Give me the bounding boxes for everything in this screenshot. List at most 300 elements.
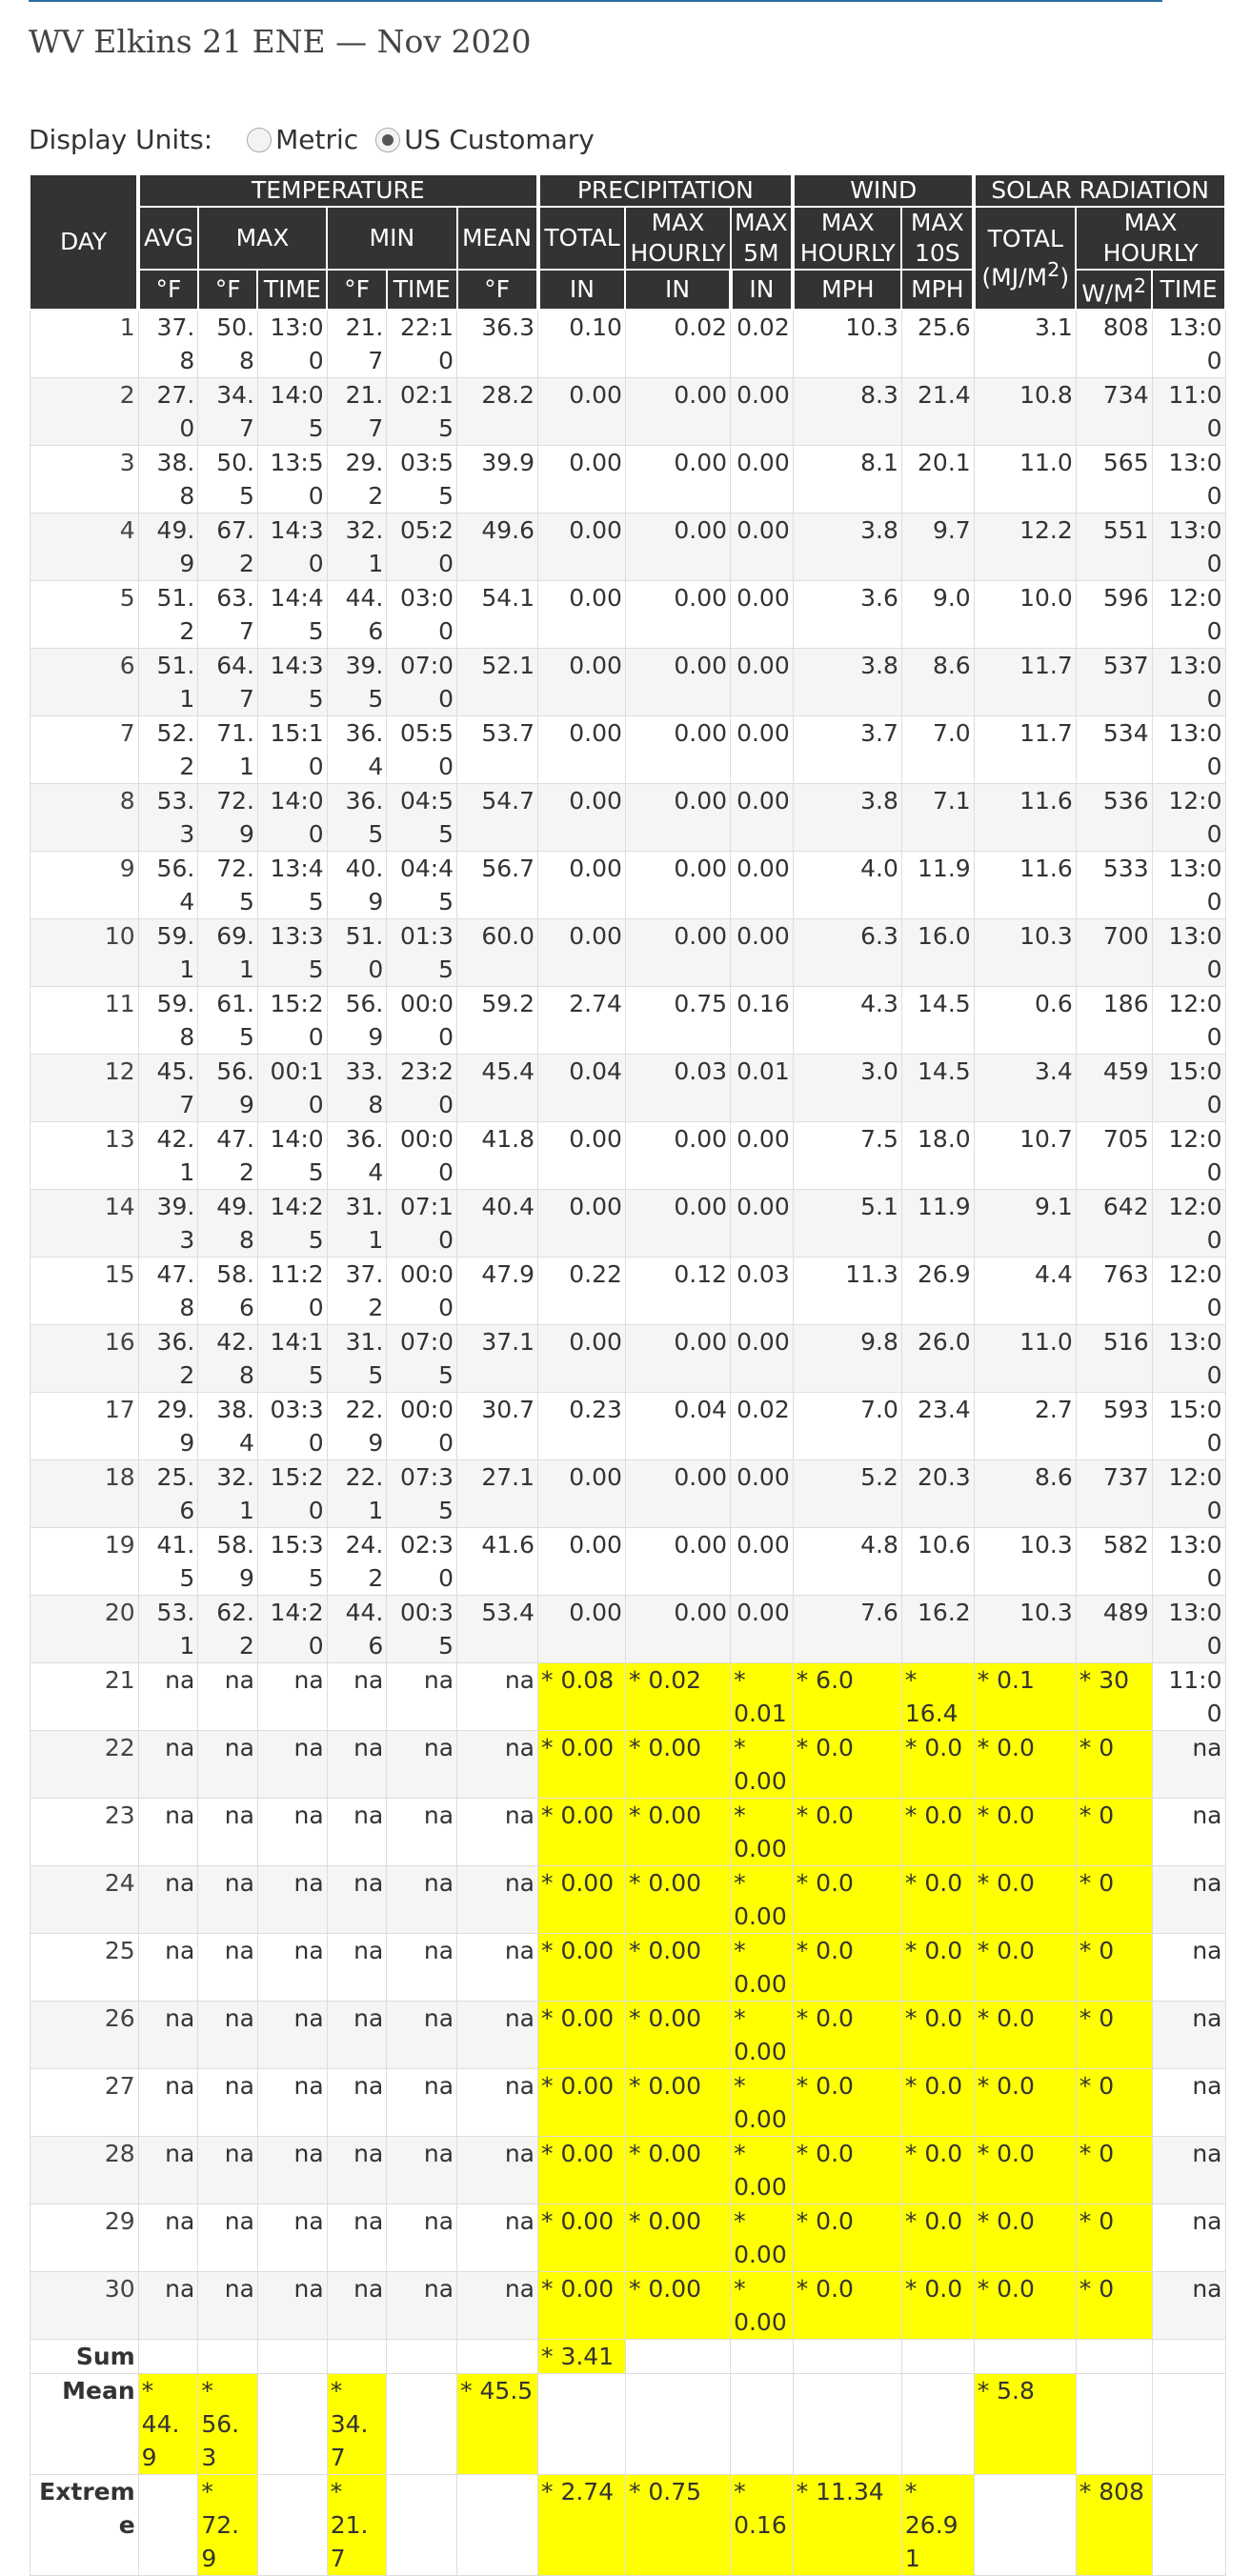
data-cell: 14.5 xyxy=(901,987,974,1055)
data-cell: 13:00 xyxy=(1152,1325,1225,1393)
data-cell: 0.00 xyxy=(625,649,730,716)
data-cell: * 0.00 xyxy=(625,2272,730,2340)
unit-header: TIME xyxy=(387,270,457,310)
data-cell: * 0.0 xyxy=(901,1731,974,1799)
data-cell: * 0.0 xyxy=(793,2272,901,2340)
us-customary-radio[interactable] xyxy=(375,128,400,152)
summary-cell: * 2.74 xyxy=(538,2475,626,2576)
data-cell: na xyxy=(198,1731,258,1799)
data-cell: 9.0 xyxy=(901,581,974,649)
data-cell: * 0.0 xyxy=(974,2069,1076,2137)
data-cell: * 0.0 xyxy=(793,2137,901,2204)
unit-header: $W/M^2$ xyxy=(1076,270,1152,310)
data-cell: * 6.0 xyxy=(793,1663,901,1731)
data-cell: 2.7 xyxy=(974,1393,1076,1460)
data-cell: na xyxy=(138,1731,198,1799)
data-cell: * 0.00 xyxy=(625,1799,730,1866)
data-cell: 0.00 xyxy=(625,1122,730,1190)
day-cell: 22 xyxy=(30,1731,138,1799)
table-row xyxy=(30,2204,1225,2272)
data-cell: * 0.0 xyxy=(793,2002,901,2069)
data-cell: 41.6 xyxy=(457,1528,538,1596)
data-cell: * 0.0 xyxy=(793,1866,901,1934)
header-solar-total: TOTAL $(MJ/M^2)$ xyxy=(974,207,1076,310)
data-cell: * 0.00 xyxy=(625,2204,730,2272)
data-cell: na xyxy=(1152,2002,1225,2069)
day-cell: 5 xyxy=(30,581,138,649)
data-cell: 36.2 xyxy=(138,1325,198,1393)
data-cell: 0.16 xyxy=(731,987,794,1055)
table-row xyxy=(30,1190,1225,1258)
data-cell: 21.7 xyxy=(327,310,387,378)
table-row xyxy=(30,1325,1225,1393)
data-cell: 0.03 xyxy=(731,1258,794,1325)
day-cell: 28 xyxy=(30,2137,138,2204)
data-cell: 9.1 xyxy=(974,1190,1076,1258)
summary-cell: * 56.3 xyxy=(198,2374,258,2475)
us-customary-label[interactable]: US Customary xyxy=(404,124,595,155)
data-cell: 565 xyxy=(1076,446,1152,513)
data-cell: 0.00 xyxy=(625,513,730,581)
summary-cell xyxy=(138,2340,198,2374)
data-cell: na xyxy=(198,2002,258,2069)
day-cell: 23 xyxy=(30,1799,138,1866)
data-cell: na xyxy=(457,2272,538,2340)
data-cell: 44.6 xyxy=(327,581,387,649)
unit-header: MPH xyxy=(901,270,974,310)
page-title: WV Elkins 21 ENE — Nov 2020 xyxy=(29,23,532,60)
summary-row xyxy=(30,2475,1225,2576)
summary-cell: * 11.34 xyxy=(793,2475,901,2576)
day-cell: 1 xyxy=(30,310,138,378)
data-cell: 40.4 xyxy=(457,1190,538,1258)
summary-label: Sum xyxy=(30,2340,138,2374)
data-cell: na xyxy=(257,1866,327,1934)
table-row xyxy=(30,1731,1225,1799)
data-cell: 20.3 xyxy=(901,1460,974,1528)
data-cell: na xyxy=(257,1934,327,2002)
data-cell: 11:00 xyxy=(1152,1663,1225,1731)
data-cell: 36.5 xyxy=(327,784,387,852)
summary-cell xyxy=(793,2374,901,2475)
data-cell: 53.1 xyxy=(138,1596,198,1663)
data-cell: 8.6 xyxy=(901,649,974,716)
summary-cell xyxy=(1152,2340,1225,2374)
data-cell: 51.2 xyxy=(138,581,198,649)
summary-cell xyxy=(731,2340,794,2374)
day-cell: 18 xyxy=(30,1460,138,1528)
metric-option[interactable] xyxy=(247,124,358,155)
data-cell: * 0.00 xyxy=(731,2204,794,2272)
data-cell: 60.0 xyxy=(457,919,538,987)
data-cell: 0.00 xyxy=(625,784,730,852)
data-cell: 763 xyxy=(1076,1258,1152,1325)
data-cell: * 0.0 xyxy=(901,1799,974,1866)
day-cell: 14 xyxy=(30,1190,138,1258)
data-cell: 14.5 xyxy=(901,1055,974,1122)
data-cell: 40.9 xyxy=(327,852,387,919)
table-row xyxy=(30,1528,1225,1596)
data-cell: 459 xyxy=(1076,1055,1152,1122)
data-cell: na xyxy=(387,1663,457,1731)
data-cell: * 0.00 xyxy=(625,2069,730,2137)
data-cell: 03:00 xyxy=(387,581,457,649)
day-cell: 30 xyxy=(30,2272,138,2340)
data-cell: 14:35 xyxy=(257,649,327,716)
data-cell: na xyxy=(138,1663,198,1731)
summary-cell xyxy=(257,2340,327,2374)
day-cell: 3 xyxy=(30,446,138,513)
data-cell: 03:55 xyxy=(387,446,457,513)
data-cell: 0.00 xyxy=(731,378,794,446)
data-cell: 0.00 xyxy=(731,649,794,716)
data-cell: 0.00 xyxy=(731,581,794,649)
unit-header: MPH xyxy=(793,270,901,310)
data-cell: * 0.00 xyxy=(625,1731,730,1799)
summary-cell: * 5.8 xyxy=(974,2374,1076,2475)
display-units-label: Display Units: xyxy=(29,124,213,155)
table-row xyxy=(30,1393,1225,1460)
day-cell: 6 xyxy=(30,649,138,716)
data-cell: 0.00 xyxy=(625,1596,730,1663)
data-cell: * 0.0 xyxy=(974,2204,1076,2272)
data-cell: 10.3 xyxy=(974,1596,1076,1663)
data-cell: * 0.08 xyxy=(538,1663,626,1731)
data-cell: 536 xyxy=(1076,784,1152,852)
data-cell: 16.0 xyxy=(901,919,974,987)
data-cell: 00:00 xyxy=(387,987,457,1055)
day-cell: 7 xyxy=(30,716,138,784)
data-cell: 551 xyxy=(1076,513,1152,581)
data-cell: na xyxy=(138,1799,198,1866)
display-units-selector xyxy=(29,124,612,155)
data-cell: * 0.00 xyxy=(731,2069,794,2137)
data-cell: * 0.00 xyxy=(538,1799,626,1866)
data-cell: 7.5 xyxy=(793,1122,901,1190)
data-cell: 39.9 xyxy=(457,446,538,513)
data-cell: na xyxy=(387,2069,457,2137)
data-cell: 58.9 xyxy=(198,1528,258,1596)
data-cell: 3.7 xyxy=(793,716,901,784)
summary-cell xyxy=(257,2374,327,2475)
data-cell: na xyxy=(138,2272,198,2340)
data-cell: na xyxy=(257,2137,327,2204)
data-cell: na xyxy=(327,2069,387,2137)
data-cell: na xyxy=(257,1663,327,1731)
table-row xyxy=(30,1799,1225,1866)
metric-label[interactable]: Metric xyxy=(275,124,359,155)
data-cell: 12:00 xyxy=(1152,1258,1225,1325)
data-cell: 642 xyxy=(1076,1190,1152,1258)
summary-cell xyxy=(387,2340,457,2374)
data-cell: * 0.0 xyxy=(793,1731,901,1799)
data-cell: 0.04 xyxy=(538,1055,626,1122)
data-cell: * 0.00 xyxy=(538,2272,626,2340)
data-cell: 53.3 xyxy=(138,784,198,852)
data-cell: 7.0 xyxy=(793,1393,901,1460)
data-cell: 15:00 xyxy=(1152,1055,1225,1122)
data-cell: * 0.00 xyxy=(538,1934,626,2002)
table-row xyxy=(30,852,1225,919)
summary-cell xyxy=(901,2340,974,2374)
data-cell: 13:00 xyxy=(1152,649,1225,716)
data-cell: na xyxy=(387,2002,457,2069)
summary-cell: * 34.7 xyxy=(327,2374,387,2475)
data-cell: 61.5 xyxy=(198,987,258,1055)
data-cell: 21.4 xyxy=(901,378,974,446)
data-cell: 37.8 xyxy=(138,310,198,378)
data-cell: 67.2 xyxy=(198,513,258,581)
data-cell: 00:10 xyxy=(257,1055,327,1122)
data-cell: 12:00 xyxy=(1152,1122,1225,1190)
summary-cell: * 45.5 xyxy=(457,2374,538,2475)
table-row xyxy=(30,1055,1225,1122)
data-cell: na xyxy=(138,1866,198,1934)
data-cell: na xyxy=(138,2069,198,2137)
data-cell: 50.8 xyxy=(198,310,258,378)
us-customary-option[interactable] xyxy=(375,124,595,155)
table-row xyxy=(30,581,1225,649)
data-cell: 0.22 xyxy=(538,1258,626,1325)
data-cell: 13:00 xyxy=(1152,919,1225,987)
data-cell: 0.00 xyxy=(731,446,794,513)
header-solar-radiation: SOLAR RADIATION xyxy=(974,174,1225,207)
data-cell: 29.2 xyxy=(327,446,387,513)
data-cell: * 0.00 xyxy=(731,2002,794,2069)
data-cell: 72.9 xyxy=(198,784,258,852)
summary-cell xyxy=(793,2340,901,2374)
data-cell: 59.1 xyxy=(138,919,198,987)
data-cell: 13:00 xyxy=(1152,513,1225,581)
data-cell: 24.2 xyxy=(327,1528,387,1596)
data-cell: 32.1 xyxy=(327,513,387,581)
data-cell: 737 xyxy=(1076,1460,1152,1528)
data-cell: na xyxy=(457,1866,538,1934)
summary-cell xyxy=(138,2475,198,2576)
data-cell: na xyxy=(387,2137,457,2204)
table-row xyxy=(30,2272,1225,2340)
data-cell: na xyxy=(138,2204,198,2272)
data-cell: * 0.00 xyxy=(731,2272,794,2340)
data-cell: na xyxy=(327,2137,387,2204)
data-cell: na xyxy=(387,1934,457,2002)
data-cell: 489 xyxy=(1076,1596,1152,1663)
data-cell: 0.02 xyxy=(625,310,730,378)
data-cell: 28.2 xyxy=(457,378,538,446)
data-cell: 12:00 xyxy=(1152,784,1225,852)
data-cell: na xyxy=(1152,1799,1225,1866)
data-cell: 10.6 xyxy=(901,1528,974,1596)
data-cell: * 0.0 xyxy=(974,2272,1076,2340)
data-cell: 11.9 xyxy=(901,1190,974,1258)
table-row xyxy=(30,1934,1225,2002)
data-cell: 0.00 xyxy=(731,1122,794,1190)
data-cell: 31.1 xyxy=(327,1190,387,1258)
data-cell: 13:00 xyxy=(1152,1596,1225,1663)
data-cell: 7.0 xyxy=(901,716,974,784)
data-cell: 0.00 xyxy=(538,378,626,446)
data-cell: 0.00 xyxy=(625,446,730,513)
data-cell: 3.0 xyxy=(793,1055,901,1122)
summary-cell xyxy=(974,2475,1076,2576)
header-temp-max: MAX xyxy=(198,207,327,270)
data-cell: * 0.0 xyxy=(901,1934,974,2002)
data-cell: na xyxy=(198,2204,258,2272)
day-cell: 15 xyxy=(30,1258,138,1325)
header-solar-max-hourly: MAX HOURLY xyxy=(1076,207,1225,270)
data-cell: 9.7 xyxy=(901,513,974,581)
data-cell: 03:30 xyxy=(257,1393,327,1460)
data-cell: * 0.00 xyxy=(731,1799,794,1866)
day-cell: 25 xyxy=(30,1934,138,2002)
table-row xyxy=(30,1122,1225,1190)
summary-label: Extreme xyxy=(30,2475,138,2576)
data-cell: 39.3 xyxy=(138,1190,198,1258)
data-cell: 537 xyxy=(1076,649,1152,716)
data-cell: * 0 xyxy=(1076,1731,1152,1799)
data-cell: 0.23 xyxy=(538,1393,626,1460)
data-cell: 44.6 xyxy=(327,1596,387,1663)
data-cell: 15:20 xyxy=(257,987,327,1055)
data-cell: 42.8 xyxy=(198,1325,258,1393)
summary-cell xyxy=(198,2340,258,2374)
data-cell: 0.00 xyxy=(731,716,794,784)
data-cell: 14:05 xyxy=(257,378,327,446)
data-cell: 4.8 xyxy=(793,1528,901,1596)
data-cell: 13:00 xyxy=(1152,310,1225,378)
table-row xyxy=(30,2137,1225,2204)
data-cell: 12:00 xyxy=(1152,1190,1225,1258)
data-cell: 0.75 xyxy=(625,987,730,1055)
table-row xyxy=(30,310,1225,378)
data-cell: * 0.0 xyxy=(793,1799,901,1866)
data-cell: 8.3 xyxy=(793,378,901,446)
data-cell: 14:15 xyxy=(257,1325,327,1393)
data-cell: * 30 xyxy=(1076,1663,1152,1731)
data-cell: * 0.0 xyxy=(793,2069,901,2137)
data-cell: na xyxy=(138,2137,198,2204)
header-precip-max-5m: MAX 5M xyxy=(731,207,794,270)
data-cell: 0.00 xyxy=(538,919,626,987)
data-cell: 47.2 xyxy=(198,1122,258,1190)
summary-cell xyxy=(625,2340,730,2374)
data-cell: 0.00 xyxy=(625,581,730,649)
data-cell: 53.4 xyxy=(457,1596,538,1663)
data-cell: 12:00 xyxy=(1152,1460,1225,1528)
data-cell: 10.8 xyxy=(974,378,1076,446)
summary-cell xyxy=(731,2374,794,2475)
data-cell: na xyxy=(257,2069,327,2137)
data-cell: * 0 xyxy=(1076,1799,1152,1866)
data-cell: na xyxy=(198,2137,258,2204)
data-cell: 12:00 xyxy=(1152,987,1225,1055)
unit-header: TIME xyxy=(1152,270,1225,310)
data-cell: * 0 xyxy=(1076,1866,1152,1934)
data-cell: na xyxy=(198,1934,258,2002)
data-cell: 47.9 xyxy=(457,1258,538,1325)
data-cell: 62.2 xyxy=(198,1596,258,1663)
data-cell: na xyxy=(257,2204,327,2272)
data-cell: 14:30 xyxy=(257,513,327,581)
data-cell: 596 xyxy=(1076,581,1152,649)
data-cell: 0.00 xyxy=(731,784,794,852)
data-cell: 11.6 xyxy=(974,852,1076,919)
data-cell: 0.00 xyxy=(538,1528,626,1596)
data-cell: na xyxy=(257,1731,327,1799)
summary-cell: * 3.41 xyxy=(538,2340,626,2374)
data-cell: 4.4 xyxy=(974,1258,1076,1325)
summary-cell xyxy=(974,2340,1076,2374)
data-cell: na xyxy=(198,1866,258,1934)
data-cell: 22:10 xyxy=(387,310,457,378)
data-cell: 3.8 xyxy=(793,513,901,581)
summary-row xyxy=(30,2374,1225,2475)
data-cell: 58.6 xyxy=(198,1258,258,1325)
summary-label: Mean xyxy=(30,2374,138,2475)
data-cell: 05:20 xyxy=(387,513,457,581)
top-border xyxy=(29,0,1162,2)
summary-cell xyxy=(625,2374,730,2475)
data-cell: * 0.0 xyxy=(974,1731,1076,1799)
data-cell: * 0.00 xyxy=(625,1866,730,1934)
unit-header: °F xyxy=(457,270,538,310)
data-cell: 25.6 xyxy=(138,1460,198,1528)
data-cell: * 0.00 xyxy=(538,1731,626,1799)
day-cell: 17 xyxy=(30,1393,138,1460)
data-cell: 00:00 xyxy=(387,1122,457,1190)
table-row xyxy=(30,2002,1225,2069)
summary-cell: * 21.7 xyxy=(327,2475,387,2576)
day-cell: 8 xyxy=(30,784,138,852)
data-cell: 42.1 xyxy=(138,1122,198,1190)
summary-cell xyxy=(1076,2374,1152,2475)
data-cell: 0.00 xyxy=(731,1528,794,1596)
data-cell: * 0.0 xyxy=(793,1934,901,2002)
data-cell: 0.02 xyxy=(731,310,794,378)
data-cell: na xyxy=(327,1866,387,1934)
day-cell: 29 xyxy=(30,2204,138,2272)
data-cell: 30.7 xyxy=(457,1393,538,1460)
data-cell: na xyxy=(257,2272,327,2340)
data-cell: 10.3 xyxy=(974,919,1076,987)
data-cell: 41.8 xyxy=(457,1122,538,1190)
data-cell: * 0.00 xyxy=(625,1934,730,2002)
day-cell: 9 xyxy=(30,852,138,919)
data-cell: na xyxy=(387,2204,457,2272)
data-cell: 4.0 xyxy=(793,852,901,919)
data-cell: 7.6 xyxy=(793,1596,901,1663)
data-cell: 11.0 xyxy=(974,446,1076,513)
data-cell: na xyxy=(327,1799,387,1866)
data-cell: 07:05 xyxy=(387,1325,457,1393)
data-cell: * 0 xyxy=(1076,1934,1152,2002)
data-cell: 54.7 xyxy=(457,784,538,852)
data-cell: 11.7 xyxy=(974,649,1076,716)
data-cell: 38.4 xyxy=(198,1393,258,1460)
data-cell: 37.2 xyxy=(327,1258,387,1325)
data-cell: 14:25 xyxy=(257,1190,327,1258)
data-cell: na xyxy=(457,1731,538,1799)
summary-cell xyxy=(1076,2340,1152,2374)
data-cell: 0.00 xyxy=(538,649,626,716)
data-cell: * 0 xyxy=(1076,2137,1152,2204)
day-cell: 20 xyxy=(30,1596,138,1663)
metric-radio[interactable] xyxy=(247,128,272,152)
data-cell: 0.00 xyxy=(625,919,730,987)
table-row xyxy=(30,919,1225,987)
data-cell: 22.1 xyxy=(327,1460,387,1528)
unit-header: IN xyxy=(625,270,730,310)
